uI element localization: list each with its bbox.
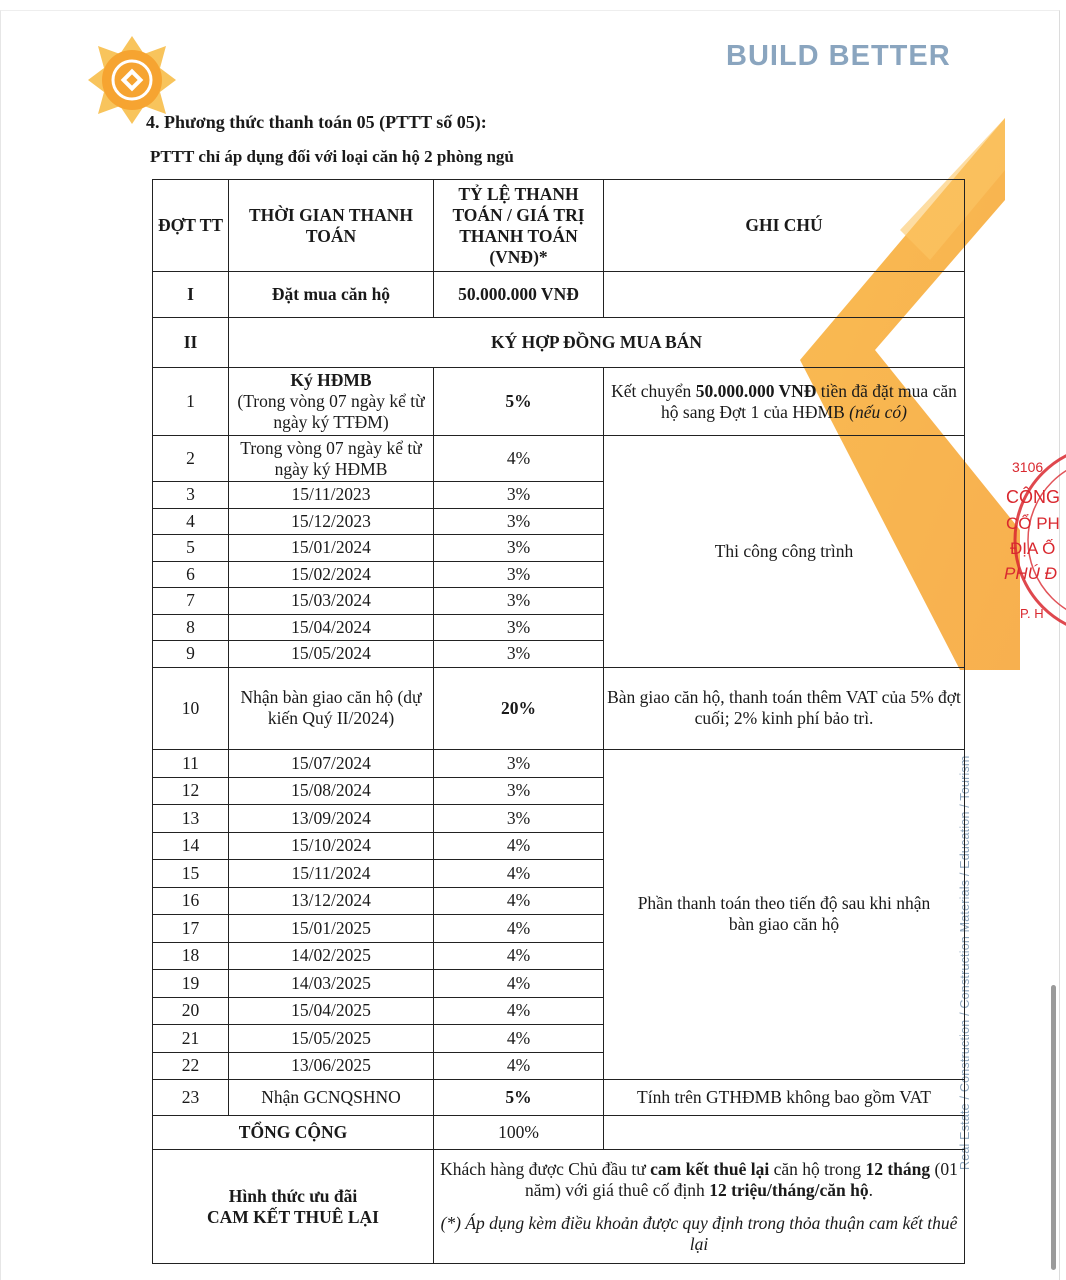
row-number: 6 bbox=[153, 561, 229, 588]
row-value: 4% bbox=[434, 997, 604, 1025]
row-value: 3% bbox=[434, 535, 604, 562]
row-time: Trong vòng 07 ngày kể từ ngày ký HĐMB bbox=[229, 436, 434, 482]
note-conditional: (nếu có) bbox=[849, 401, 907, 422]
svg-text:PHÚ Đ: PHÚ Đ bbox=[1004, 564, 1057, 583]
table-row bbox=[153, 1080, 965, 1116]
total-note bbox=[604, 1116, 965, 1150]
payment-schedule-table bbox=[152, 179, 965, 1264]
row-time: Nhận bàn giao căn hộ (dự kiến Quý II/2024) bbox=[229, 667, 434, 749]
row-number: 10 bbox=[153, 667, 229, 749]
scrollbar-thumb[interactable] bbox=[1051, 985, 1056, 1270]
row-value: 3% bbox=[434, 777, 604, 805]
row-value: 50.000.000 VNĐ bbox=[434, 272, 604, 318]
row-number: 3 bbox=[153, 482, 229, 509]
offer-text: . bbox=[868, 1179, 874, 1200]
svg-text:3106: 3106 bbox=[1012, 459, 1044, 475]
row-date: 15/05/2025 bbox=[229, 1025, 434, 1053]
row-value: 3% bbox=[434, 641, 604, 668]
header-payment-time: THỜI GIAN THANH TOÁN bbox=[229, 180, 434, 272]
row-date: 15/05/2024 bbox=[229, 641, 434, 668]
row-time bbox=[229, 368, 434, 436]
note-amount: 50.000.000 VNĐ bbox=[695, 380, 817, 401]
row-time: Đặt mua căn hộ bbox=[229, 272, 434, 318]
offer-row bbox=[153, 1150, 965, 1264]
table-row bbox=[153, 318, 965, 368]
row-value: 3% bbox=[434, 508, 604, 535]
row-number: 8 bbox=[153, 614, 229, 641]
row-date: 15/04/2024 bbox=[229, 614, 434, 641]
row-date: 14/03/2025 bbox=[229, 970, 434, 998]
table-row bbox=[153, 272, 965, 318]
row-date: 15/02/2024 bbox=[229, 561, 434, 588]
row-value: 4% bbox=[434, 1052, 604, 1080]
row-number: 16 bbox=[153, 887, 229, 915]
row-value: 4% bbox=[434, 942, 604, 970]
row-value: 3% bbox=[434, 561, 604, 588]
section-heading: 4. Phương thức thanh toán 05 (PTTT số 05): bbox=[146, 112, 487, 132]
offer-footnote: (*) Áp dụng kèm điều khoản được quy định trong thỏa thuận cam kết thuê lại bbox=[440, 1212, 958, 1254]
row-date: 15/04/2025 bbox=[229, 997, 434, 1025]
table-header-row bbox=[153, 180, 965, 272]
row-number: 18 bbox=[153, 942, 229, 970]
row-date: 15/11/2023 bbox=[229, 482, 434, 509]
row-number: 20 bbox=[153, 997, 229, 1025]
row-value: 4% bbox=[434, 915, 604, 943]
row-date: 15/08/2024 bbox=[229, 777, 434, 805]
row-value: 4% bbox=[434, 970, 604, 998]
brand-tagline: BUILD BETTER bbox=[726, 40, 951, 72]
offer-text-bold: 12 triệu/tháng/căn hộ bbox=[709, 1179, 869, 1200]
row-date: 15/11/2024 bbox=[229, 860, 434, 888]
business-sectors-vertical-text: Real Estate / Construction / Construction Materials / Education / Tourism bbox=[958, 755, 972, 1170]
row-number: 11 bbox=[153, 749, 229, 777]
row-number: 12 bbox=[153, 777, 229, 805]
offer-description bbox=[434, 1150, 965, 1264]
construction-note: Thi công công trình bbox=[604, 436, 965, 668]
row-time-detail: (Trong vòng 07 ngày kể từ ngày ký TTĐM) bbox=[237, 391, 425, 432]
row-number: 7 bbox=[153, 588, 229, 615]
row-date: 14/02/2025 bbox=[229, 942, 434, 970]
svg-text:CÔNG: CÔNG bbox=[1006, 487, 1060, 507]
row-note: Tính trên GTHĐMB không bao gồm VAT bbox=[604, 1080, 965, 1116]
row-value: 20% bbox=[434, 667, 604, 749]
row-number: 21 bbox=[153, 1025, 229, 1053]
row-date: 13/06/2025 bbox=[229, 1052, 434, 1080]
row-value: 4% bbox=[434, 860, 604, 888]
header-note: GHI CHÚ bbox=[604, 180, 965, 272]
header-payment-rate: TỶ LỆ THANH TOÁN / GIÁ TRỊ THANH TOÁN (VNĐ)* bbox=[434, 180, 604, 272]
row-date: 15/07/2024 bbox=[229, 749, 434, 777]
contract-signing-label: KÝ HỢP ĐỒNG MUA BÁN bbox=[229, 318, 965, 368]
row-note bbox=[604, 272, 965, 318]
row-value: 3% bbox=[434, 482, 604, 509]
svg-text:ĐỊA Ố: ĐỊA Ố bbox=[1010, 539, 1056, 558]
row-number: I bbox=[153, 272, 229, 318]
offer-title-line2: CAM KẾT THUÊ LẠI bbox=[207, 1206, 379, 1227]
offer-title bbox=[153, 1150, 434, 1264]
table-row bbox=[153, 749, 965, 777]
row-date: 15/01/2024 bbox=[229, 535, 434, 562]
row-value: 4% bbox=[434, 887, 604, 915]
row-value: 4% bbox=[434, 436, 604, 482]
row-number: 17 bbox=[153, 915, 229, 943]
offer-text: (01 năm) với giá thuê cố định bbox=[524, 1158, 958, 1200]
row-number: 15 bbox=[153, 860, 229, 888]
row-note: Bàn giao căn hộ, thanh toán thêm VAT của 5% đợt cuối; 2% kinh phí bảo trì. bbox=[604, 667, 965, 749]
offer-text-bold: 12 tháng bbox=[865, 1158, 931, 1179]
note-text: Kết chuyển bbox=[611, 380, 696, 401]
row-value: 5% bbox=[434, 368, 604, 436]
offer-title-line1: Hình thức ưu đãi bbox=[228, 1185, 358, 1206]
svg-text:CỔ PH: CỔ PH bbox=[1006, 514, 1060, 533]
svg-text:P. H: P. H bbox=[1020, 606, 1044, 621]
row-note bbox=[604, 368, 965, 436]
row-number: II bbox=[153, 318, 229, 368]
row-value: 3% bbox=[434, 614, 604, 641]
row-time-title: Ký HĐMB bbox=[290, 370, 372, 390]
row-time: Nhận GCNQSHNO bbox=[229, 1080, 434, 1116]
row-date: 13/09/2024 bbox=[229, 805, 434, 833]
total-row bbox=[153, 1116, 965, 1150]
after-handover-note: Phần thanh toán theo tiến độ sau khi nhận bàn giao căn hộ bbox=[604, 749, 965, 1080]
row-date: 15/03/2024 bbox=[229, 588, 434, 615]
row-number: 9 bbox=[153, 641, 229, 668]
row-date: 13/12/2024 bbox=[229, 887, 434, 915]
row-value: 4% bbox=[434, 1025, 604, 1053]
row-number: 14 bbox=[153, 832, 229, 860]
section-subheading: PTTT chỉ áp dụng đối với loại căn hộ 2 phòng ngủ bbox=[150, 147, 514, 166]
note-text: tiền đã đặt mua căn hộ sang Đợt 1 của HĐMB bbox=[661, 380, 957, 422]
row-value: 3% bbox=[434, 588, 604, 615]
table-row bbox=[153, 368, 965, 436]
row-value: 4% bbox=[434, 832, 604, 860]
total-label: TỔNG CỘNG bbox=[153, 1116, 434, 1150]
row-number: 2 bbox=[153, 436, 229, 482]
row-value: 3% bbox=[434, 749, 604, 777]
offer-text-bold: cam kết thuê lại bbox=[650, 1158, 770, 1179]
table-row bbox=[153, 436, 965, 482]
row-value: 3% bbox=[434, 805, 604, 833]
company-seal-stamp bbox=[1000, 440, 1066, 640]
table-row bbox=[153, 667, 965, 749]
row-number: 19 bbox=[153, 970, 229, 998]
row-number: 22 bbox=[153, 1052, 229, 1080]
offer-text: Khách hàng được Chủ đầu tư bbox=[440, 1158, 651, 1179]
row-value: 5% bbox=[434, 1080, 604, 1116]
row-date: 15/01/2025 bbox=[229, 915, 434, 943]
row-number: 5 bbox=[153, 535, 229, 562]
row-number: 23 bbox=[153, 1080, 229, 1116]
total-value: 100% bbox=[434, 1116, 604, 1150]
header-installment: ĐỢT TT bbox=[153, 180, 229, 272]
row-number: 4 bbox=[153, 508, 229, 535]
offer-text: căn hộ trong bbox=[769, 1158, 866, 1179]
row-date: 15/12/2023 bbox=[229, 508, 434, 535]
row-number: 13 bbox=[153, 805, 229, 833]
row-number: 1 bbox=[153, 368, 229, 436]
row-date: 15/10/2024 bbox=[229, 832, 434, 860]
